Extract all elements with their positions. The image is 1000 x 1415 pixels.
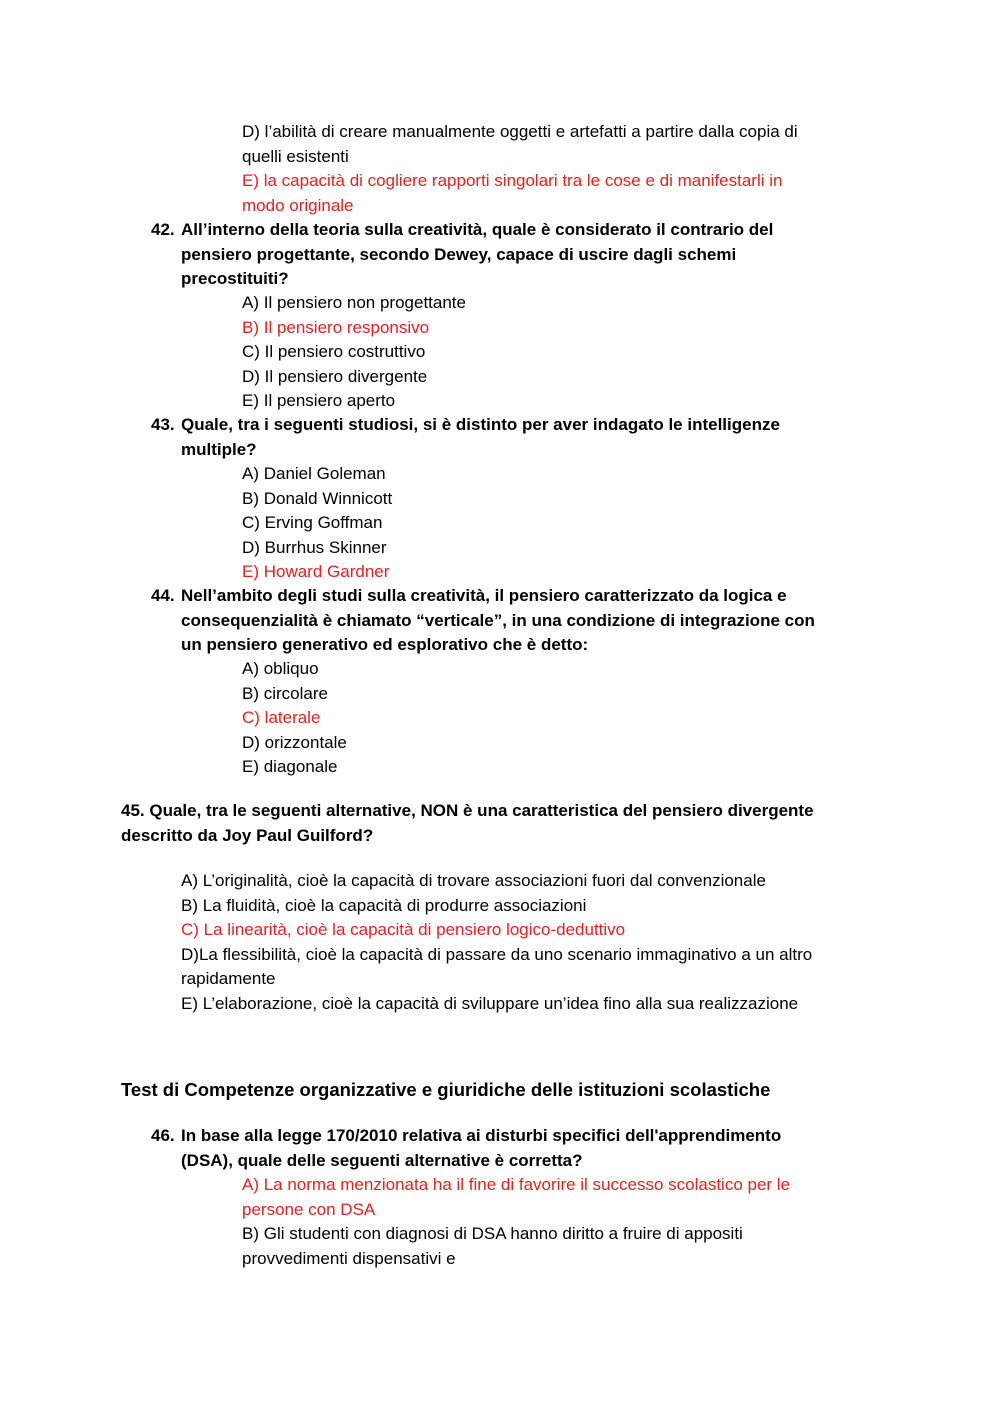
option-line: D)La flessibilità, cioè la capacità di passare da uno scenario immaginativo a un altro <box>181 944 813 964</box>
question-text: In base alla legge 170/2010 relativa ai disturbi specifici dell'apprendimento <box>181 1126 782 1145</box>
q44-options <box>242 657 347 780</box>
option-line: rapidamente <box>181 969 276 988</box>
question-number: 43. <box>151 415 175 434</box>
question-text: consequenzialità è chiamato “verticale”, in una condizione di integrazione con <box>181 610 815 630</box>
option-line: provvedimenti dispensativi e <box>242 1248 456 1268</box>
q42-option-c: C) Il pensiero costruttivo <box>242 342 426 361</box>
q44-option-b: B) circolare <box>242 683 328 703</box>
question-text: pensiero progettante, secondo Dewey, capace di uscire dagli schemi <box>181 244 737 264</box>
option-line: quelli esistenti <box>242 146 349 166</box>
q42-options <box>242 291 466 414</box>
q41-option-d <box>242 120 798 169</box>
q41-option-e-correct <box>242 169 798 218</box>
q45-option-c-correct: C) La linearità, cioè la capacità di pensiero logico-deduttivo <box>181 920 626 939</box>
q43-option-d: D) Burrhus Skinner <box>242 537 387 557</box>
q44-option-e: E) diagonale <box>242 757 338 776</box>
q43-option-e-correct: E) Howard Gardner <box>242 562 390 581</box>
q42-option-e: E) Il pensiero aperto <box>242 391 396 410</box>
question-text: un pensiero generativo ed esplorativo che è detto: <box>181 635 589 654</box>
question-text: descritto da Joy Paul Guilford? <box>121 825 374 845</box>
option-line: persone con DSA <box>242 1199 376 1219</box>
q42-option-a: A) Il pensiero non progettante <box>242 293 466 312</box>
question-text: All’interno della teoria sulla creatività, quale è considerato il contrario del <box>181 220 774 239</box>
q43-option-b: B) Donald Winnicott <box>242 488 393 508</box>
q42-option-b-correct: B) Il pensiero responsivo <box>242 317 430 337</box>
q41-options <box>242 120 798 218</box>
question-text: multiple? <box>181 439 257 459</box>
q45-option-d <box>181 943 812 992</box>
question-text: Nell’ambito degli studi sulla creatività, il pensiero caratterizzato da logica e <box>181 586 787 605</box>
q46-option-a-correct <box>242 1173 790 1222</box>
q43-option-a: A) Daniel Goleman <box>242 464 386 483</box>
question-number: 46. <box>151 1126 175 1145</box>
q46-question <box>151 1124 781 1173</box>
option-line: D) l’abilità di creare manualmente oggetti e artefatti a partire dalla copia di <box>242 122 798 141</box>
question-text: Quale, tra i seguenti studiosi, si è distinto per aver indagato le intelligenze <box>181 415 780 434</box>
question-text: 45. Quale, tra le seguenti alternative, NON è una caratteristica del pensiero divergente <box>121 801 814 820</box>
option-line: modo originale <box>242 195 354 215</box>
option-line: E) la capacità di cogliere rapporti singolari tra le cose e di manifestarli in <box>242 171 783 190</box>
q46-option-b <box>242 1222 790 1271</box>
q43-option-c: C) Erving Goffman <box>242 513 383 532</box>
q45-options <box>181 869 812 1016</box>
q42-option-d: D) Il pensiero divergente <box>242 366 428 386</box>
q45-option-e: E) L’elaborazione, cioè la capacità di sviluppare un’idea fino alla sua realizzazione <box>181 993 799 1013</box>
q45-question <box>121 799 814 848</box>
q45-option-b: B) La fluidità, cioè la capacità di produrre associazioni <box>181 895 587 915</box>
q44-option-d: D) orizzontale <box>242 732 347 752</box>
q43-options <box>242 462 392 585</box>
q46-options <box>242 1173 790 1271</box>
question-text: (DSA), quale delle seguenti alternative è corretta? <box>181 1150 583 1170</box>
question-number: 44. <box>151 586 175 605</box>
option-line: A) La norma menzionata ha il fine di favorire il successo scolastico per le <box>242 1175 791 1194</box>
section-title: Test di Competenze organizzative e giuridiche delle istituzioni scolastiche <box>121 1079 771 1100</box>
question-number: 42. <box>151 220 175 239</box>
q42-question <box>151 218 773 292</box>
q44-option-c-correct: C) laterale <box>242 708 321 727</box>
question-text: precostituiti? <box>181 269 289 288</box>
option-line: B) Gli studenti con diagnosi di DSA hanno diritto a fruire di appositi <box>242 1224 743 1243</box>
q44-question <box>151 584 815 658</box>
q45-option-a: A) L’originalità, cioè la capacità di trovare associazioni fuori dal convenzionale <box>181 871 766 890</box>
q43-question <box>151 413 780 462</box>
q44-option-a: A) obliquo <box>242 659 319 678</box>
